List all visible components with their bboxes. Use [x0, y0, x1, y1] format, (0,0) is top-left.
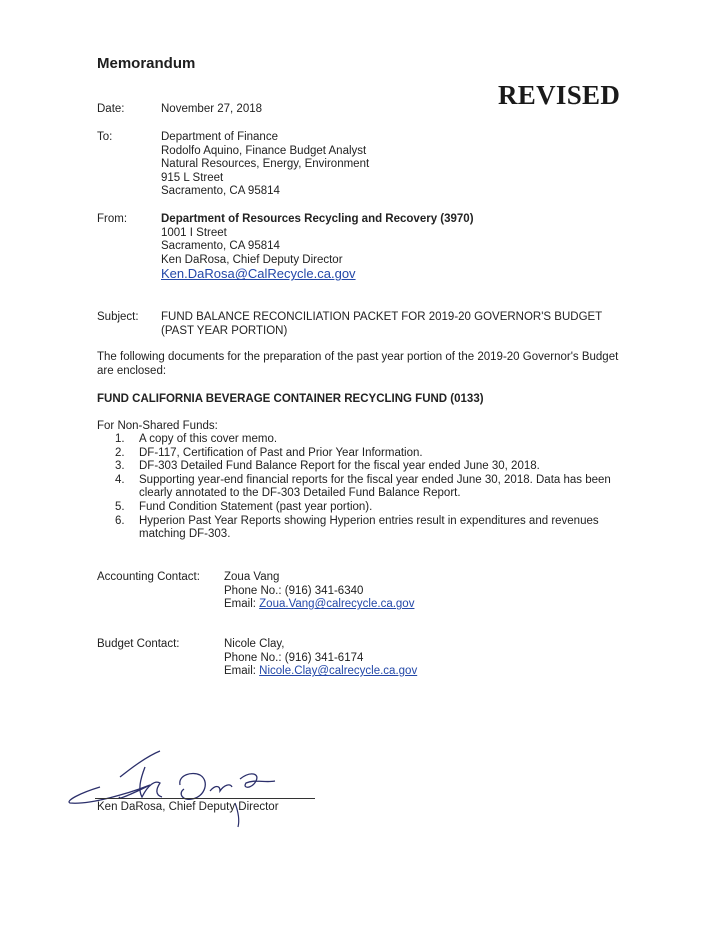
to-line: Sacramento, CA 95814 — [161, 185, 280, 198]
budget-contact-label: Budget Contact: — [97, 638, 180, 650]
item-text: DF-303 Detailed Fund Balance Report for the fiscal year ended June 30, 2018. — [139, 460, 540, 473]
from-line: Sacramento, CA 95814 — [161, 240, 280, 253]
list-item — [115, 515, 645, 542]
enclosure-list — [115, 433, 645, 542]
budget-contact — [224, 638, 417, 679]
subject-label: Subject: — [97, 311, 139, 323]
budget-name: Nicole Clay, — [224, 638, 285, 650]
subject-line: (PAST YEAR PORTION) — [161, 324, 288, 337]
item-text: Supporting year-end financial reports for the fiscal year ended June 30, 2018. Data has been clearly annotated to the DF-303 Detailed Fund Balance Report. — [139, 473, 611, 500]
to-label: To: — [97, 131, 113, 143]
item-text: A copy of this cover memo. — [139, 433, 278, 445]
to-line: 915 L Street — [161, 171, 224, 184]
item-text: Hyperion Past Year Reports showing Hyperion entries result in expenditures and revenues matching DF-303. — [139, 514, 599, 541]
to-line: Natural Resources, Energy, Environment — [161, 158, 370, 171]
item-number: 1. — [115, 433, 125, 445]
list-item — [115, 474, 645, 501]
accounting-email-label: Email: — [224, 598, 260, 611]
from-email-link[interactable]: Ken.DaRosa@CalRecycle.ca.gov — [161, 266, 356, 282]
accounting-name: Zoua Vang — [224, 571, 280, 583]
item-number: 6. — [115, 514, 125, 527]
from-label: From: — [97, 213, 128, 225]
list-item — [115, 501, 645, 515]
item-number: 2. — [115, 446, 125, 459]
accounting-contact — [224, 571, 414, 612]
item-text: DF-117, Certification of Past and Prior Year Information. — [139, 446, 423, 459]
subject-line: FUND BALANCE RECONCILIATION PACKET FOR 2019-20 GOVERNOR'S BUDGET — [161, 311, 603, 323]
memo-date: November 27, 2018 — [161, 103, 263, 115]
budget-email-label: Email: — [224, 665, 260, 678]
from-address — [161, 213, 474, 281]
subject — [161, 311, 602, 338]
accounting-phone: Phone No.: (916) 341-6340 — [224, 584, 364, 597]
list-item — [115, 433, 645, 447]
intro-paragraph: The following documents for the preparation of the past year portion of the 2019-20 Governor's Budget are enclosed: — [97, 351, 619, 377]
budget-phone: Phone No.: (916) 341-6174 — [224, 651, 364, 664]
fund-heading: FUND CALIFORNIA BEVERAGE CONTAINER RECYCLING FUND (0133) — [97, 393, 484, 405]
item-number: 3. — [115, 460, 125, 473]
date-label: Date: — [97, 103, 125, 115]
to-address — [161, 131, 369, 199]
signature-image — [60, 745, 330, 835]
list-item — [115, 460, 645, 474]
from-line: 1001 I Street — [161, 226, 227, 239]
to-line: Rodolfo Aquino, Finance Budget Analyst — [161, 144, 367, 157]
item-text: Fund Condition Statement (past year portion). — [139, 500, 373, 513]
revised-stamp: REVISED — [498, 80, 621, 110]
signature-caption: Ken DaRosa, Chief Deputy Director — [97, 801, 279, 813]
accounting-email-link[interactable]: Zoua.Vang@calrecycle.ca.gov — [259, 598, 415, 611]
to-line: Department of Finance — [161, 131, 278, 143]
list-item — [115, 447, 645, 461]
budget-email-link[interactable]: Nicole.Clay@calrecycle.ca.gov — [259, 665, 418, 678]
item-number: 4. — [115, 473, 125, 486]
from-line: Ken DaRosa, Chief Deputy Director — [161, 253, 343, 266]
memo-title: Memorandum — [97, 55, 196, 72]
accounting-contact-label: Accounting Contact: — [97, 571, 200, 583]
nonshared-label: For Non-Shared Funds: — [97, 420, 218, 432]
item-number: 5. — [115, 500, 125, 513]
from-org: Department of Resources Recycling and Recovery (3970) — [161, 213, 474, 225]
signature-line — [95, 798, 315, 799]
